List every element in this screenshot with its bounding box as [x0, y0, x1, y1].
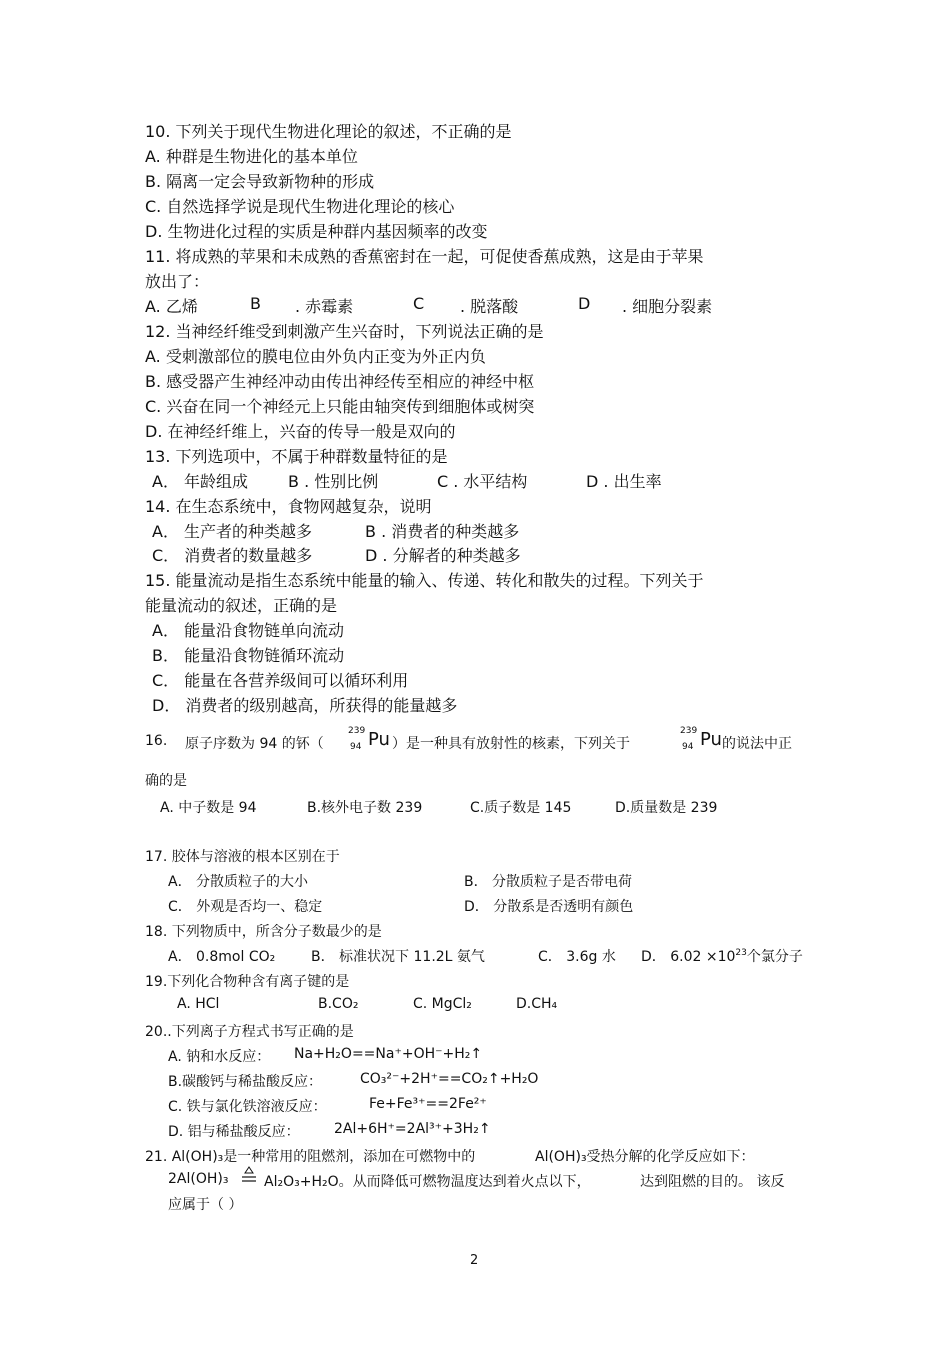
q12-option-d: D. 在神经纤维上，兴奋的传导一般是双向的 [145, 422, 456, 441]
q16-stem-part1: 原子序数为 94 的钚（ [185, 736, 324, 752]
q19-stem: 19.下列化合物种含有离子键的是 [145, 974, 350, 990]
q14-option-d: D . 分解者的种类越多 [365, 546, 521, 565]
q13-option-c: C . 水平结构 [437, 472, 528, 491]
q16-option-a: A. 中子数是 94 [160, 800, 257, 816]
q16-option-b: B.核外电子数 239 [307, 800, 423, 816]
q11-stem-line2: 放出了： [145, 272, 210, 291]
q14-stem: 14. 在生态系统中，食物网越复杂，说明 [145, 497, 432, 516]
q16-nuclide-1-mass: 239 [348, 726, 366, 736]
q19-option-b: B.CO₂ [318, 996, 359, 1012]
q16-nuclide-1-atomic: 94 [350, 742, 362, 752]
q20-option-d-label: D. 铝与稀盐酸反应： [168, 1124, 300, 1140]
q11-option-c-letter: C [413, 294, 425, 313]
q18-option-c: C． 3.6g 水 [538, 949, 616, 965]
q20-stem: 20..下列离子方程式书写正确的是 [145, 1024, 354, 1040]
q15-stem-line2: 能量流动的叙述，正确的是 [145, 596, 338, 615]
q17-stem: 17. 胶体与溶液的根本区别在于 [145, 849, 340, 865]
q10-option-a: A. 种群是生物进化的基本单位 [145, 147, 358, 166]
q18-option-b: B． 标准状况下 11.2L 氨气 [311, 949, 485, 965]
q10-option-b: B. 隔离一定会导致新物种的形成 [145, 172, 375, 191]
q17-option-d: D． 分散系是否透明有颜色 [464, 899, 634, 915]
q20-option-d-equation: 2Al+6H⁺=2Al³⁺+3H₂↑ [334, 1121, 491, 1137]
q16-option-d: D.质量数是 239 [615, 800, 718, 816]
q16-stem-line2: 确的是 [145, 773, 187, 789]
q16-nuclide-2-mass: 239 [680, 726, 698, 736]
q21-line2-b: Al₂O₃+H₂O。从而降低可燃物温度达到着火点以下， [264, 1174, 591, 1190]
q13-stem: 13. 下列选项中，不属于种群数量特征的是 [145, 447, 448, 466]
q11-option-a: A. 乙烯 [145, 297, 198, 316]
q14-option-b: B . 消费者的种类越多 [365, 522, 520, 541]
q15-stem-line1: 15. 能量流动是指生态系统中能量的输入、传递、转化和散失的过程。下列关于 [145, 571, 704, 590]
q16-number: 16. [145, 733, 168, 749]
q18-option-d-post: 个氯分子 [746, 949, 803, 965]
q10-option-c: C. 自然选择学说是现代生物进化理论的核心 [145, 197, 455, 216]
q17-option-b: B． 分散质粒子是否带电荷 [464, 874, 633, 890]
q21-line2-a: 2Al(OH)₃ [168, 1171, 229, 1187]
q10-option-d: D. 生物进化过程的实质是种群内基因频率的改变 [145, 222, 488, 241]
q17-option-c: C． 外观是否均一、稳定 [168, 899, 323, 915]
q11-option-d: . 细胞分裂素 [622, 297, 713, 316]
q16-nuclide-1-symbol: Pu [368, 729, 390, 750]
page-number: 2 [470, 1253, 479, 1268]
q19-option-a: A. HCl [177, 996, 220, 1012]
q17-option-a: A． 分散质粒子的大小 [168, 874, 309, 890]
q11-option-c: . 脱落酸 [460, 297, 519, 316]
q14-option-c: C． 消费者的数量越多 [152, 546, 313, 565]
q16-stem-part3: 的说法中正 [722, 736, 792, 752]
q12-option-c: C. 兴奋在同一个神经元上只能由轴突传到细胞体或树突 [145, 397, 535, 416]
q11-option-b: . 赤霉素 [295, 297, 354, 316]
q21-line1-b: Al(OH)₃受热分解的化学反应如下： [535, 1149, 755, 1165]
q16-nuclide-2-atomic: 94 [682, 742, 694, 752]
heat-equals-sign-icon [240, 1166, 258, 1184]
q16-option-c: C.质子数是 145 [470, 800, 572, 816]
q15-option-a: A． 能量沿食物链单向流动 [152, 621, 345, 640]
q16-nuclide-2-symbol: Pu [700, 729, 722, 750]
q13-option-d: D . 出生率 [586, 472, 662, 491]
q20-option-b-equation: CO₃²⁻+2H⁺==CO₂↑+H₂O [360, 1071, 539, 1087]
q18-option-d-exponent: 23 [735, 948, 747, 958]
q13-option-a: A． 年龄组成 [152, 472, 249, 491]
q10-stem: 10. 下列关于现代生物进化理论的叙述，不正确的是 [145, 122, 512, 141]
q20-option-a-label: A. 钠和水反应： [168, 1049, 271, 1065]
q18-stem: 18. 下列物质中，所含分子数最少的是 [145, 924, 382, 940]
q20-option-c-label: C. 铁与氯化铁溶液反应： [168, 1099, 327, 1115]
q15-option-c: C． 能量在各营养级间可以循环利用 [152, 671, 409, 690]
q18-option-d-pre: D． 6.02 ×10 [641, 949, 736, 965]
q11-option-d-letter: D [578, 294, 591, 313]
q15-option-d: D． 消费者的级别越高，所获得的能量越多 [152, 696, 458, 715]
q21-line1-a: 21. Al(OH)₃是一种常用的阻燃剂，添加在可燃物中的 [145, 1149, 476, 1165]
q12-option-b: B. 感受器产生神经冲动由传出神经传至相应的神经中枢 [145, 372, 535, 391]
q16-stem-part2: ）是一种具有放射性的核素，下列关于 [392, 736, 630, 752]
q20-option-a-equation: Na+H₂O==Na⁺+OH⁻+H₂↑ [294, 1046, 483, 1062]
q12-stem: 12. 当神经纤维受到刺激产生兴奋时，下列说法正确的是 [145, 322, 544, 341]
q19-option-d: D.CH₄ [516, 996, 558, 1012]
q21-line2-c: 达到阻燃的目的。 该反 [640, 1174, 785, 1190]
q14-option-a: A． 生产者的种类越多 [152, 522, 313, 541]
q20-option-b-label: B.碳酸钙与稀盐酸反应： [168, 1074, 323, 1090]
q12-option-a: A. 受刺激部位的膜电位由外负内正变为外正内负 [145, 347, 486, 366]
q11-option-b-letter: B [250, 294, 261, 313]
q20-option-c-equation: Fe+Fe³⁺==2Fe²⁺ [369, 1096, 487, 1112]
q15-option-b: B． 能量沿食物链循环流动 [152, 646, 345, 665]
q13-option-b: B . 性别比例 [288, 472, 379, 491]
q18-option-d [641, 946, 803, 966]
q18-option-a: A． 0.8mol CO₂ [168, 949, 276, 965]
q19-option-c: C. MgCl₂ [413, 996, 472, 1012]
q11-stem-line1: 11. 将成熟的苹果和未成熟的香蕉密封在一起，可促使香蕉成熟，这是由于苹果 [145, 247, 704, 266]
q21-line3: 应属于（ ） [168, 1197, 243, 1213]
